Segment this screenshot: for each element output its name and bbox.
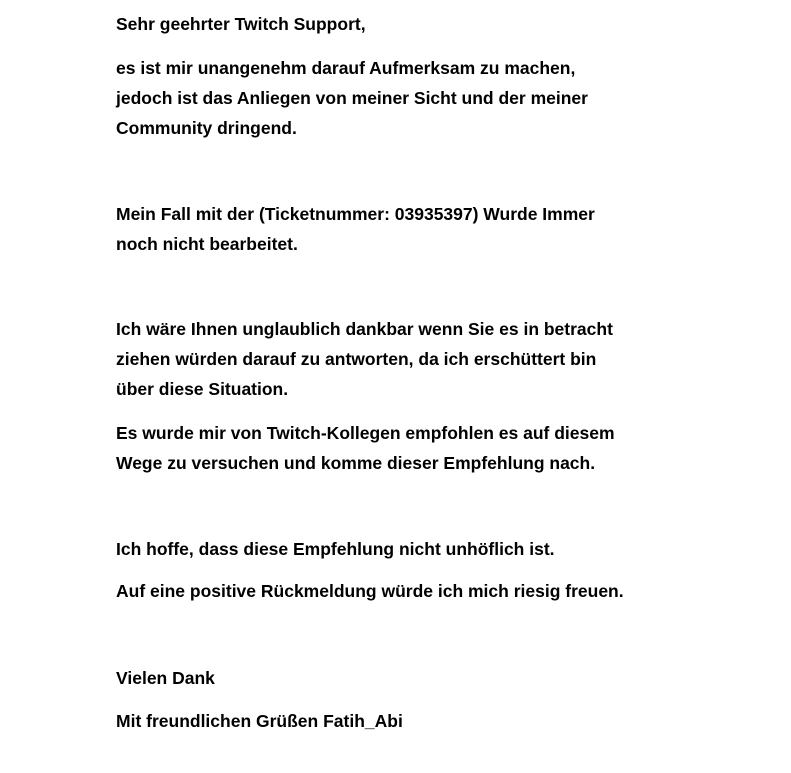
paragraph-2-line-2: noch nicht bearbeitet.	[116, 234, 298, 254]
closing-signature: Mit freundlichen Grüßen Fatih_Abi	[116, 711, 403, 731]
paragraph-4-line-1: Es wurde mir von Twitch-Kollegen empfohlen es auf diesem	[116, 423, 615, 443]
greeting: Sehr geehrter Twitch Support,	[116, 14, 366, 34]
paragraph-4-line-2: Wege zu versuchen und komme dieser Empfehlung nach.	[116, 453, 596, 473]
paragraph-1-line-2: jedoch ist das Anliegen von meiner Sicht und der meiner	[116, 88, 588, 108]
paragraph-5: Ich hoffe, dass diese Empfehlung nicht unhöflich ist.	[116, 539, 555, 559]
paragraph-6: Auf eine positive Rückmeldung würde ich mich riesig freuen.	[116, 581, 624, 601]
closing-thanks: Vielen Dank	[116, 668, 215, 688]
paragraph-3-line-2: ziehen würden darauf zu antworten, da ich erschüttert bin	[116, 349, 597, 369]
paragraph-1-line-1: es ist mir unangenehm darauf Aufmerksam zu machen,	[116, 58, 576, 78]
paragraph-3-line-1: Ich wäre Ihnen unglaublich dankbar wenn Sie es in betracht	[116, 319, 613, 339]
paragraph-3-line-3: über diese Situation.	[116, 379, 289, 399]
paragraph-2-line-1: Mein Fall mit der (Ticketnummer: 03935397) Wurde Immer	[116, 204, 595, 224]
paragraph-1-line-3: Community dringend.	[116, 118, 297, 138]
